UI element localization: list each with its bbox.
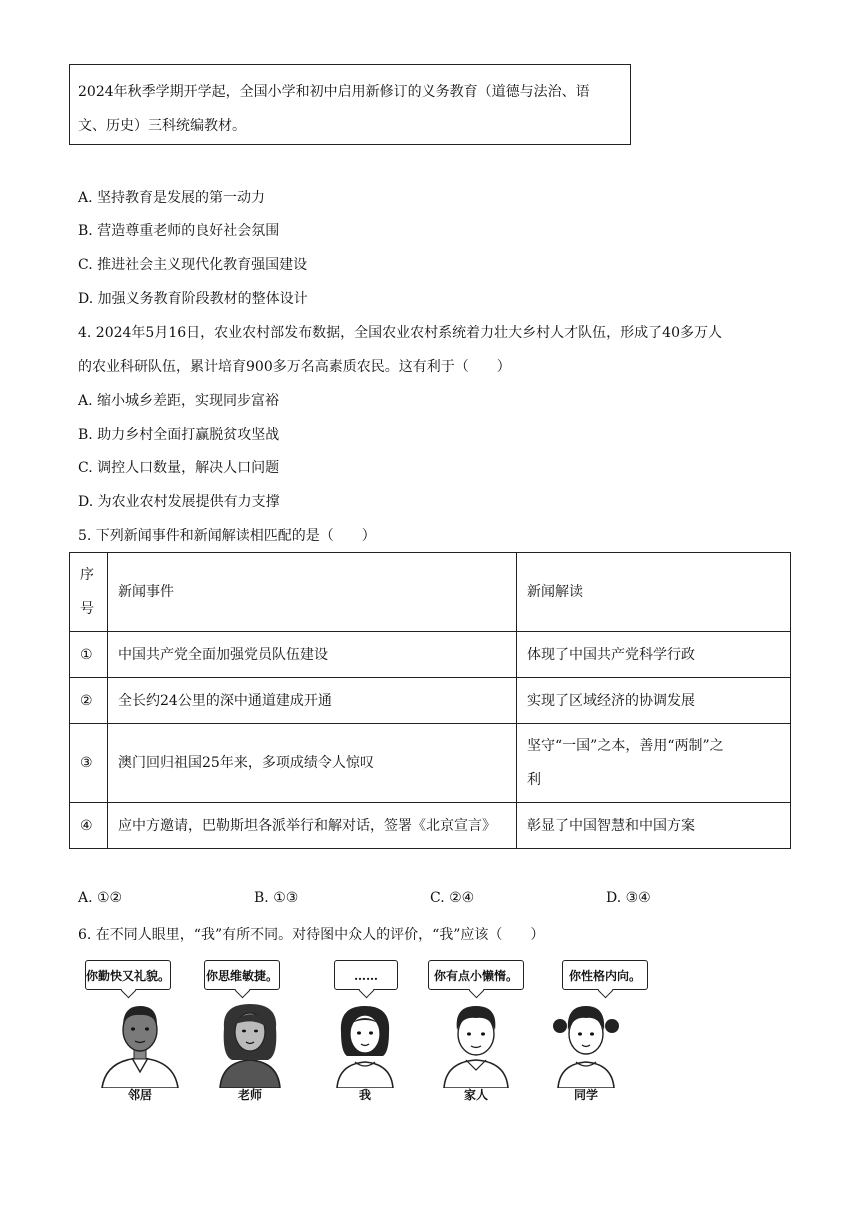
neighbor-figure [100,998,180,1088]
bubble-text-classmate: 你性格内向。 [568,969,641,983]
row-number: ② [70,678,108,724]
me-figure [325,998,405,1088]
q3-option-b[interactable]: B. 营造尊重老师的良好社会氛围 [78,223,280,239]
classmate-figure [546,998,626,1088]
speech-bubble-me [334,960,398,990]
family-figure [436,998,516,1088]
row-event: 全长约24公里的深中通道建成开通 [108,678,517,724]
row-number: ④ [70,803,108,849]
table-row [70,678,791,724]
row-reading-line-2: 利 [527,772,541,788]
material-line-2: 文、历史）三科统编教材。 [78,118,246,134]
q3-option-a[interactable]: A. 坚持教育是发展的第一动力 [78,190,266,206]
bubble-text-family: 你有点小懒惰。 [433,969,518,983]
q5-option-a[interactable]: A. ①② [78,890,123,906]
teacher-figure [210,998,290,1088]
q6-stem: 6. 在不同人眼里，“我”有所不同。对待图中众人的评价，“我”应该（ ） [78,927,545,943]
speech-bubble-classmate [562,960,648,990]
q4-stem-line-2: 的农业科研队伍，累计培育900多万名高素质农民。这有利于（ ） [78,359,511,375]
label-family: 家人 [463,1088,488,1102]
speech-bubble-family [428,960,524,990]
header-number-line-1: 序 [80,567,94,583]
label-teacher: 老师 [237,1088,262,1102]
table-row [70,724,791,803]
row-number: ① [70,632,108,678]
header-number-line-2: 号 [80,601,94,617]
header-number [70,553,108,632]
table-header-row [70,553,791,632]
speech-bubble-teacher [204,960,280,990]
row-reading: 彰显了中国智慧和中国方案 [517,803,791,849]
evaluation-figure [80,958,680,1110]
q4-option-b[interactable]: B. 助力乡村全面打赢脱贫攻坚战 [78,427,280,443]
row-event: 应中方邀请，巴勒斯坦各派举行和解对话，签署《北京宣言》 [108,803,517,849]
q4-option-a[interactable]: A. 缩小城乡差距，实现同步富裕 [78,393,280,409]
row-reading: 实现了区域经济的协调发展 [517,678,791,724]
q5-option-d[interactable]: D. ③④ [606,890,651,906]
q5-option-c[interactable]: C. ②④ [430,890,475,906]
row-reading: 体现了中国共产党科学行政 [517,632,791,678]
material-box [69,64,631,145]
table-row [70,803,791,849]
q4-option-c[interactable]: C. 调控人口数量，解决人口问题 [78,460,280,476]
q4-stem-line-1: 4. 2024年5月16日，农业农村部发布数据，全国农业农村系统着力壮大乡村人才队伍，形成了40多万人 [78,325,722,341]
label-neighbor: 邻居 [127,1088,152,1102]
row-event: 澳门回归祖国25年来，多项成绩令人惊叹 [108,724,517,803]
news-table [69,552,791,849]
label-me: 我 [358,1088,371,1102]
table-row [70,632,791,678]
q5-stem: 5. 下列新闻事件和新闻解读相匹配的是（ ） [78,528,376,544]
bubble-text-teacher: 你思维敏捷。 [205,969,278,983]
bubble-text-neighbor: 你勤快又礼貌。 [86,969,171,983]
header-event: 新闻事件 [108,553,517,632]
q3-option-c[interactable]: C. 推进社会主义现代化教育强国建设 [78,257,308,273]
q4-option-d[interactable]: D. 为农业农村发展提供有力支撑 [78,494,280,510]
q5-option-b[interactable]: B. ①③ [254,890,299,906]
row-event: 中国共产党全面加强党员队伍建设 [108,632,517,678]
header-reading: 新闻解读 [517,553,791,632]
label-classmate: 同学 [573,1088,598,1102]
speech-bubble-neighbor [85,960,171,990]
row-number: ③ [70,724,108,803]
bubble-text-me: …… [354,969,378,983]
material-line-1: 2024年秋季学期开学起，全国小学和初中启用新修订的义务教育（道德与法治、语 [78,84,590,100]
row-reading-line-1: 坚守“一国”之本，善用“两制”之 [527,738,724,754]
row-reading [517,724,791,803]
q3-option-d[interactable]: D. 加强义务教育阶段教材的整体设计 [78,291,308,307]
